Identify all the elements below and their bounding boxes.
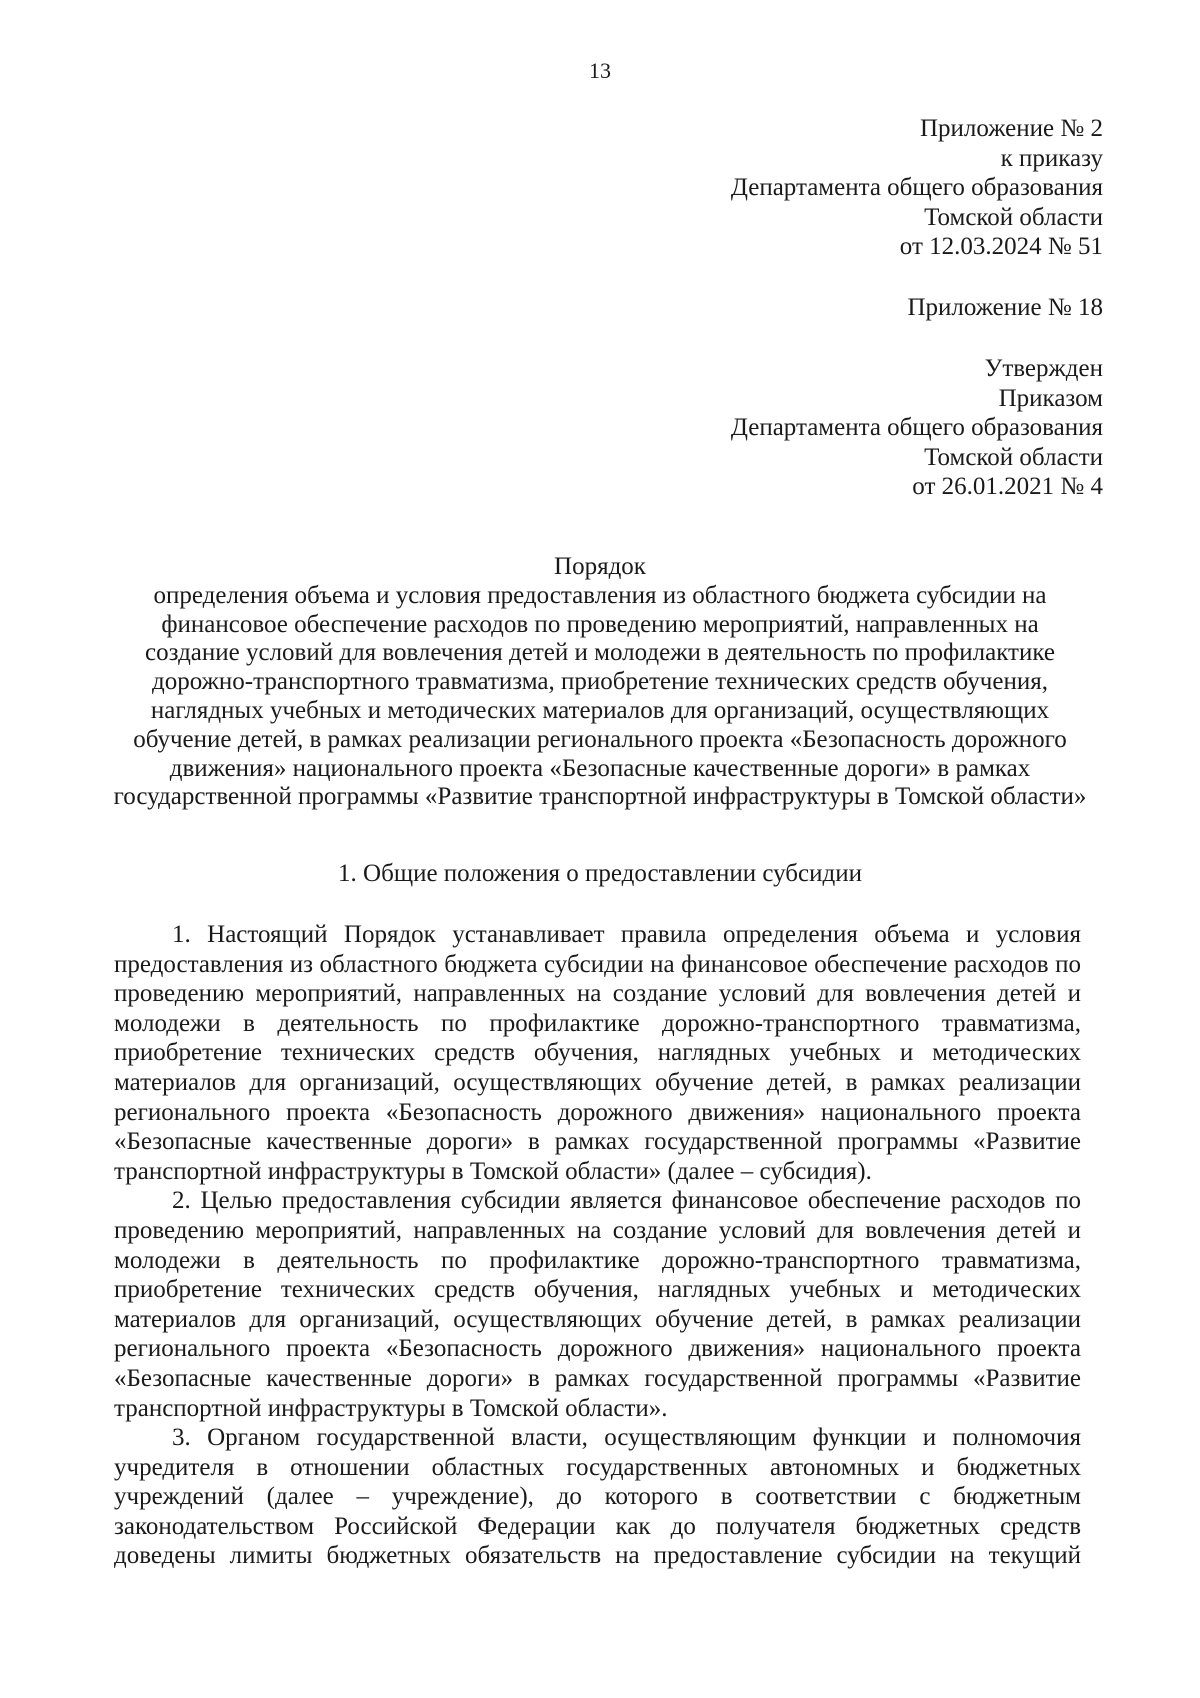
annex-2-line: от 12.03.2024 № 51 [899, 233, 1103, 260]
paragraph-line: регионального проекта «Безопасность дорожного движения» национального проекта [114, 1098, 1081, 1126]
section-heading: 1. Общие положения о предоставлении субсидии [338, 860, 862, 887]
title-line: наглядных учебных и методических материалов для организаций, осуществляющих [150, 696, 1050, 724]
paragraph-line: регионального проекта «Безопасность дорожного движения» национального проекта [114, 1335, 1081, 1363]
annex-18-line: Приложение № 18 [907, 294, 1103, 321]
paragraph-line: проведению мероприятий, направленных на создание условий для вовлечения детей и [114, 980, 1081, 1008]
approval-line: Утвержден [984, 355, 1103, 382]
paragraph-line: 2. Целью предоставления субсидии является финансовое обеспечение расходов по [172, 1187, 1081, 1215]
annex-2-header [731, 114, 1103, 262]
paragraph-line: приобретение технических средств обучения, наглядных учебных и методических [114, 1276, 1081, 1304]
approval-line: от 26.01.2021 № 4 [912, 473, 1103, 500]
approval-header [731, 354, 1103, 502]
page-number: 13 [589, 58, 611, 83]
title-line: государственной программы «Развитие транспортной инфраструктуры в Томской области» [113, 783, 1087, 811]
title-line: Порядок [554, 553, 646, 580]
annex-18-header [907, 293, 1103, 323]
approval-line: Приказом [998, 384, 1103, 412]
paragraph-2 [114, 1186, 1081, 1423]
paragraph-line: «Безопасные качественные дороги» в рамках государственной программы «Развитие [114, 1128, 1081, 1156]
approval-line: Департамента общего образования [730, 414, 1103, 441]
paragraph-line: материалов для организаций, осуществляющих обучение детей, в рамках реализации [114, 1305, 1081, 1333]
annex-2-line: к приказу [1000, 144, 1103, 172]
title-line: дорожно-транспортного травматизма, приобретение технических средств обучения, [152, 668, 1048, 696]
paragraph-line: предоставления из областного бюджета субсидии на финансовое обеспечение расходов по [114, 950, 1081, 978]
paragraph-line: материалов для организаций, осуществляющих обучение детей, в рамках реализации [114, 1068, 1081, 1096]
document-title [100, 553, 1100, 812]
title-line: движения» национального проекта «Безопасные качественные дороги» в рамках [169, 754, 1031, 782]
paragraph-line: молодежи в деятельность по профилактике дорожно-транспортного травматизма, [114, 1009, 1081, 1037]
paragraph-line: «Безопасные качественные дороги» в рамках государственной программы «Развитие [114, 1364, 1081, 1392]
paragraph-line: проведению мероприятий, направленных на создание условий для вовлечения детей и [114, 1216, 1081, 1244]
paragraph-line: 3. Органом государственной власти, осуществляющим функции и полномочия [172, 1424, 1081, 1452]
paragraph-line: молодежи в деятельность по профилактике дорожно-транспортного травматизма, [114, 1246, 1081, 1274]
paragraph-line: 1. Настоящий Порядок устанавливает правила определения объема и условия [172, 921, 1081, 948]
paragraph-line: приобретение технических средств обучения, наглядных учебных и методических [114, 1039, 1081, 1067]
paragraph-line: доведены лимиты бюджетных обязательств на предоставление субсидии на текущий [114, 1542, 1081, 1570]
paragraph-line: учреждений (далее – учреждение), до которого в соответствии с бюджетным [114, 1483, 1081, 1511]
title-line: финансовое обеспечение расходов по проведению мероприятий, направленных на [161, 610, 1039, 638]
paragraph-3 [114, 1423, 1081, 1571]
paragraph-line: законодательством Российской Федерации как до получателя бюджетных средств [114, 1512, 1081, 1540]
paragraph-line: учредителя в отношении областных государственных автономных и бюджетных [114, 1453, 1081, 1481]
body-text [114, 920, 1081, 1571]
paragraph-1 [114, 920, 1081, 1186]
annex-2-line: Томской области [924, 203, 1103, 231]
paragraph-line: транспортной инфраструктуры в Томской области» (далее – субсидия). [114, 1157, 872, 1185]
title-line: обучение детей, в рамках реализации регионального проекта «Безопасность дорожного [133, 725, 1067, 753]
annex-2-line: Приложение № 2 [919, 115, 1103, 142]
approval-line: Томской области [924, 443, 1103, 471]
title-line: создание условий для вовлечения детей и молодежи в деятельность по профилактике [145, 639, 1055, 667]
annex-2-line: Департамента общего образования [730, 174, 1103, 201]
paragraph-line: транспортной инфраструктуры в Томской области». [114, 1394, 668, 1422]
title-line: определения объема и условия предоставления из областного бюджета субсидии на [153, 581, 1047, 609]
